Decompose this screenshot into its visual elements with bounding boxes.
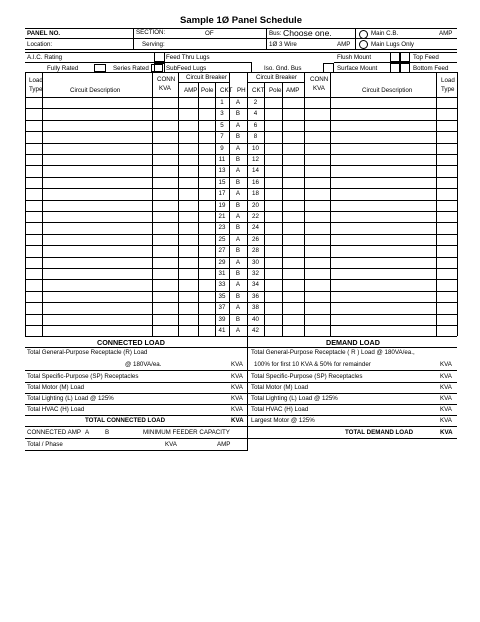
circuit-left-cell: 33 [218, 281, 226, 289]
phase-cell: B [235, 110, 241, 118]
conn-motor: Total Motor (M) Load [27, 384, 85, 391]
phase-cell: B [235, 224, 241, 232]
phase-cell: A [235, 190, 241, 198]
circuit-right-cell: 30 [252, 258, 259, 266]
col-circuit-desc-right: Circuit Description [362, 87, 413, 94]
dem-hvac: Total HVAC (H) Load [251, 406, 309, 413]
circuit-right-cell: 34 [252, 281, 259, 289]
col-circuit-desc-left: Circuit Description [70, 87, 121, 94]
circuit-left-cell: 19 [218, 201, 226, 209]
circuit-right-cell: 8 [253, 133, 258, 141]
circuit-left-cell: 3 [220, 110, 224, 118]
col-ckt-right: CKT [252, 87, 265, 94]
circuit-right-cell: 28 [252, 247, 259, 255]
panel-schedule-sheet [25, 14, 457, 451]
serving-label: Serving: [142, 41, 165, 48]
bus-label: Bus: [269, 30, 282, 37]
demand-load-title: DEMAND LOAD [326, 338, 380, 347]
phase-cell: A [235, 258, 241, 266]
iso-gnd-label: Iso. Gnd. Bus [264, 65, 302, 72]
circuit-right-cell: 6 [253, 121, 258, 129]
col-breaker-left: Circuit Breaker [186, 74, 227, 81]
circuit-left-cell: 27 [218, 247, 226, 255]
main-cb-label: Main C.B. [371, 30, 399, 37]
dem-gp-l1: Total General-Purpose Receptacle ( R ) Load @ 180VA/ea., [251, 349, 415, 356]
bus-amp-label: AMP [337, 41, 351, 48]
phase-cell: B [235, 156, 241, 163]
dem-largest-motor: Largest Motor @ 125% [251, 417, 315, 424]
col-conn-right-l2: KVA [313, 85, 325, 92]
phase-cell: A [235, 99, 241, 106]
circuit-right-cell: 14 [252, 167, 259, 175]
dem-total: TOTAL DEMAND LOAD [345, 429, 414, 436]
phase-cell: A [235, 304, 241, 312]
circuit-left-cell: 5 [220, 121, 224, 129]
col-breaker-right: Circuit Breaker [256, 74, 297, 81]
conn-hvac-kva: KVA [231, 406, 243, 413]
circuit-right-cell: 18 [252, 190, 259, 198]
fully-rated-label: Fully Rated [47, 65, 79, 72]
circuit-left-cell: 23 [218, 224, 226, 232]
circuit-left-cell: 7 [220, 133, 224, 141]
phase-cell: A [235, 235, 241, 243]
circuit-left-cell: 37 [218, 304, 226, 312]
circuit-right-cell: 12 [252, 156, 259, 163]
col-load-type-r-l2: Type [441, 86, 455, 93]
top-feed-label: Top Feed [413, 54, 439, 61]
col-load-type-r-l1: Load [441, 77, 455, 84]
page-title: Sample 1Ø Panel Schedule [180, 15, 302, 26]
dem-largest-kva: KVA [440, 417, 452, 424]
bus-choose-select[interactable]: Choose one. [283, 28, 332, 38]
col-conn-right-l1: CONN [310, 76, 329, 83]
phase-cell: B [235, 201, 241, 209]
phase-cell: B [235, 292, 241, 300]
dem-lighting-kva: KVA [440, 395, 452, 402]
circuit-left-cell: 9 [220, 144, 224, 152]
min-feeder-kva: KVA [165, 441, 177, 448]
col-load-type-l2: Type [29, 86, 43, 93]
connected-load-title: CONNECTED LOAD [97, 338, 165, 347]
circuit-left-cell: 15 [218, 178, 226, 186]
circuit-left-cell: 1 [220, 99, 224, 106]
conn-gp-l2: @ 180VA/ea. [125, 361, 162, 368]
surface-mount-label: Surface Mount [337, 65, 378, 72]
conn-phase-a: A [85, 429, 90, 436]
conn-gp-kva: KVA [231, 361, 243, 368]
circuit-right-cell: 42 [252, 327, 259, 334]
top-feed-checkbox[interactable] [399, 52, 410, 62]
feed-thru-label: Feed Thru Lugs [166, 54, 210, 61]
main-lugs-radio[interactable] [359, 40, 368, 49]
section-label: SECTION: [136, 29, 166, 36]
col-conn-left-l1: CONN [157, 76, 176, 83]
phase-cell: B [235, 133, 241, 141]
dem-gp-kva: KVA [440, 361, 452, 368]
circuit-left-cell: 25 [218, 235, 226, 243]
col-pole-right: Pole [269, 87, 282, 94]
subfeed-label: SubFeed Lugs [166, 65, 207, 72]
min-feeder-amp: AMP [217, 441, 231, 448]
main-cb-amp-label: AMP [439, 30, 453, 37]
bottom-feed-label: Bottom Feed [413, 65, 449, 72]
dem-motor-kva: KVA [440, 384, 452, 391]
circuit-right-cell: 10 [252, 144, 259, 152]
total-phase-label: Total / Phase [27, 441, 63, 448]
circuit-left-cell: 35 [218, 292, 226, 300]
aic-rating-label: A.I.C. Rating [27, 54, 63, 61]
phase-cell: A [235, 213, 241, 220]
col-conn-left-l2: KVA [159, 85, 171, 92]
conn-phase-b: B [105, 429, 110, 436]
of-label: OF [205, 30, 214, 37]
feed-thru-checkbox[interactable] [154, 52, 165, 62]
min-feeder-label: MINIMUM FEEDER CAPACITY [143, 429, 230, 436]
wire-label: 1Ø 3 Wire [269, 41, 297, 48]
conn-total-kva: KVA [231, 417, 244, 424]
conn-hvac: Total HVAC (H) Load [27, 406, 85, 413]
dem-sp: Total Specific-Purpose (SP) Receptacles [251, 373, 363, 380]
phase-cell: B [235, 270, 241, 277]
dem-gp-l2: 100% for first 10 KVA & 50% for remainder [254, 361, 371, 368]
conn-lighting: Total Lighting (L) Load @ 125% [27, 395, 114, 402]
col-ckt-left: CKT [220, 87, 233, 94]
circuit-right-cell: 2 [253, 99, 258, 106]
conn-amp-label: CONNECTED AMP [27, 429, 81, 436]
panel-no-label: PANEL NO. [27, 30, 61, 37]
phase-cell: A [235, 121, 241, 129]
conn-motor-kva: KVA [231, 384, 243, 391]
phase-cell: A [235, 281, 241, 289]
phase-cell: A [235, 167, 241, 175]
phase-cell: A [235, 327, 241, 334]
circuit-left-cell: 11 [218, 156, 226, 163]
circuit-left-cell: 31 [218, 270, 226, 277]
col-amp-right: AMP [286, 87, 300, 94]
fully-rated-checkbox[interactable] [94, 64, 106, 72]
phase-cell: B [235, 178, 241, 186]
dem-hvac-kva: KVA [440, 406, 452, 413]
circuit-right-cell: 26 [252, 235, 259, 243]
dem-motor: Total Motor (M) Load [251, 384, 309, 391]
circuit-right-cell: 22 [252, 213, 259, 220]
dem-sp-kva: KVA [440, 373, 452, 380]
circuit-left-cell: 17 [218, 190, 226, 198]
col-load-type-l1: Load [29, 77, 43, 84]
circuit-right-cell: 38 [252, 304, 259, 312]
circuit-left-cell: 21 [218, 213, 226, 220]
flush-mount-label: Flush Mount [337, 54, 372, 61]
conn-sp: Total Specific-Purpose (SP) Receptacles [27, 373, 139, 380]
conn-gp-l1: Total General-Purpose Receptacle (R) Load [27, 349, 148, 356]
circuit-left-cell: 13 [218, 167, 226, 175]
phase-cell: A [235, 144, 241, 152]
main-lugs-label: Main Lugs Only [371, 41, 414, 48]
circuit-right-cell: 4 [253, 110, 258, 118]
conn-sp-kva: KVA [231, 373, 243, 380]
circuit-right-cell: 32 [252, 270, 259, 277]
dem-total-kva: KVA [440, 429, 453, 436]
circuit-right-cell: 36 [252, 292, 259, 300]
col-pole-left: Pole [201, 87, 214, 94]
location-label: Location: [27, 41, 53, 48]
circuit-left-cell: 29 [218, 258, 226, 266]
conn-lighting-kva: KVA [231, 395, 243, 402]
circuit-right-cell: 24 [252, 224, 259, 232]
circuit-right-cell: 40 [252, 315, 259, 323]
series-rated-label: Series Rated [113, 65, 149, 72]
col-amp-left: AMP [184, 87, 198, 94]
circuit-right-cell: 20 [252, 201, 259, 209]
dem-lighting: Total Lighting (L) Load @ 125% [251, 395, 338, 402]
conn-total: TOTAL CONNECTED LOAD [85, 417, 166, 424]
circuit-left-cell: 39 [218, 315, 226, 323]
circuit-left-cell: 41 [218, 327, 226, 334]
phase-cell: B [235, 315, 241, 323]
col-ph: PH [237, 87, 246, 94]
phase-cell: B [235, 247, 241, 255]
circuit-right-cell: 16 [252, 178, 259, 186]
